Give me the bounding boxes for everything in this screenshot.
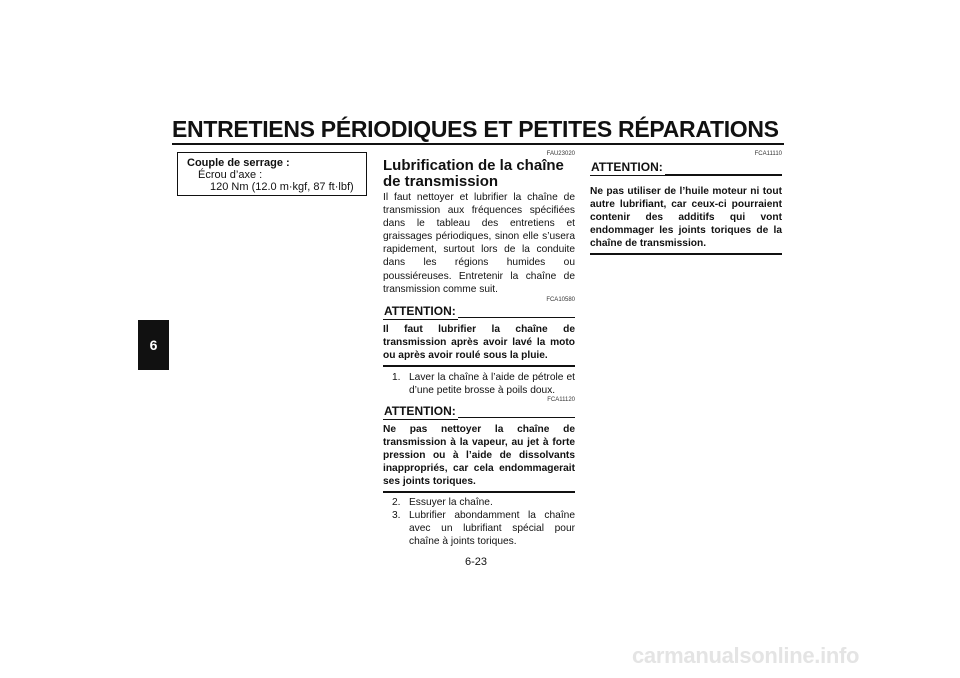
step-list: [383, 371, 575, 397]
attention-text: Ne pas nettoyer la chaîne de transmission à la vapeur, au jet à forte pression ou à l’aide de dissolvants inappropriés, car cela endommagerait ses joints toriques.: [383, 423, 575, 488]
list-item: [392, 371, 575, 397]
step-text: Lubrifier abondamment la chaîne avec un lubrifiant spécial pour chaîne à joints toriques.: [409, 509, 575, 547]
attention-text: Il faut lubrifier la chaîne de transmission après avoir lavé la moto ou après avoir roulé sous la pluie.: [383, 323, 575, 361]
intro-paragraph: Il faut nettoyer et lubrifier la chaîne de transmission aux fréquences spécifiées dans le tableau des entretiens et graissages périodiques, sinon elle s’usera rapidement, surtout lors de la conduite dans les régions humides ou poussiéreuses. Entretenir la chaîne de transmission comme suit.: [383, 192, 575, 295]
page-title: ENTRETIENS PÉRIODIQUES ET PETITES RÉPARATIONS: [172, 116, 779, 142]
watermark: carmanualsonline.info: [632, 643, 860, 668]
step-text: Laver la chaîne à l’aide de pétrole et d’une petite brosse à poils doux.: [409, 371, 575, 396]
step-list: [383, 496, 575, 548]
attention-code: FCA10580: [546, 296, 575, 303]
attention-code: FCA11120: [547, 396, 575, 403]
right-column: [590, 151, 782, 255]
section-code: FAU23020: [546, 151, 575, 157]
attention-header: [383, 403, 575, 420]
section-heading: Lubrification de la chaîne de transmission: [383, 157, 564, 190]
attention-end-rule: [590, 253, 782, 255]
step-text: Essuyer la chaîne.: [409, 496, 493, 508]
attention-text: Ne pas utiliser de l’huile moteur ni tout autre lubrifiant, car ceux-ci pourraient contenir des additifs qui vont endommager les joints toriques de la chaîne de transmission.: [590, 186, 782, 250]
torque-value: 120 Nm (12.0 m·kgf, 87 ft·lbf): [210, 181, 354, 193]
attention-label: ATTENTION:: [591, 160, 663, 174]
attention-end-rule: [383, 365, 575, 367]
attention-code: FCA11110: [754, 151, 782, 157]
step-number: 1.: [392, 371, 401, 383]
torque-label: Couple de serrage :: [187, 157, 290, 169]
attention-label: ATTENTION:: [384, 303, 456, 318]
attention-label: ATTENTION:: [384, 403, 456, 418]
attention-end-rule: [383, 491, 575, 493]
step-number: 3.: [392, 509, 401, 521]
section-tab: 6: [138, 320, 169, 370]
torque-item: Écrou d’axe :: [198, 169, 263, 181]
list-item: [392, 509, 575, 548]
title-divider: [172, 143, 784, 145]
step-number: 2.: [392, 496, 401, 508]
torque-spec-box: [177, 152, 367, 196]
list-item: [392, 496, 575, 509]
page-number: 6-23: [465, 556, 488, 568]
middle-column: [383, 151, 575, 548]
attention-header: [383, 303, 575, 320]
attention-header: [590, 159, 782, 177]
